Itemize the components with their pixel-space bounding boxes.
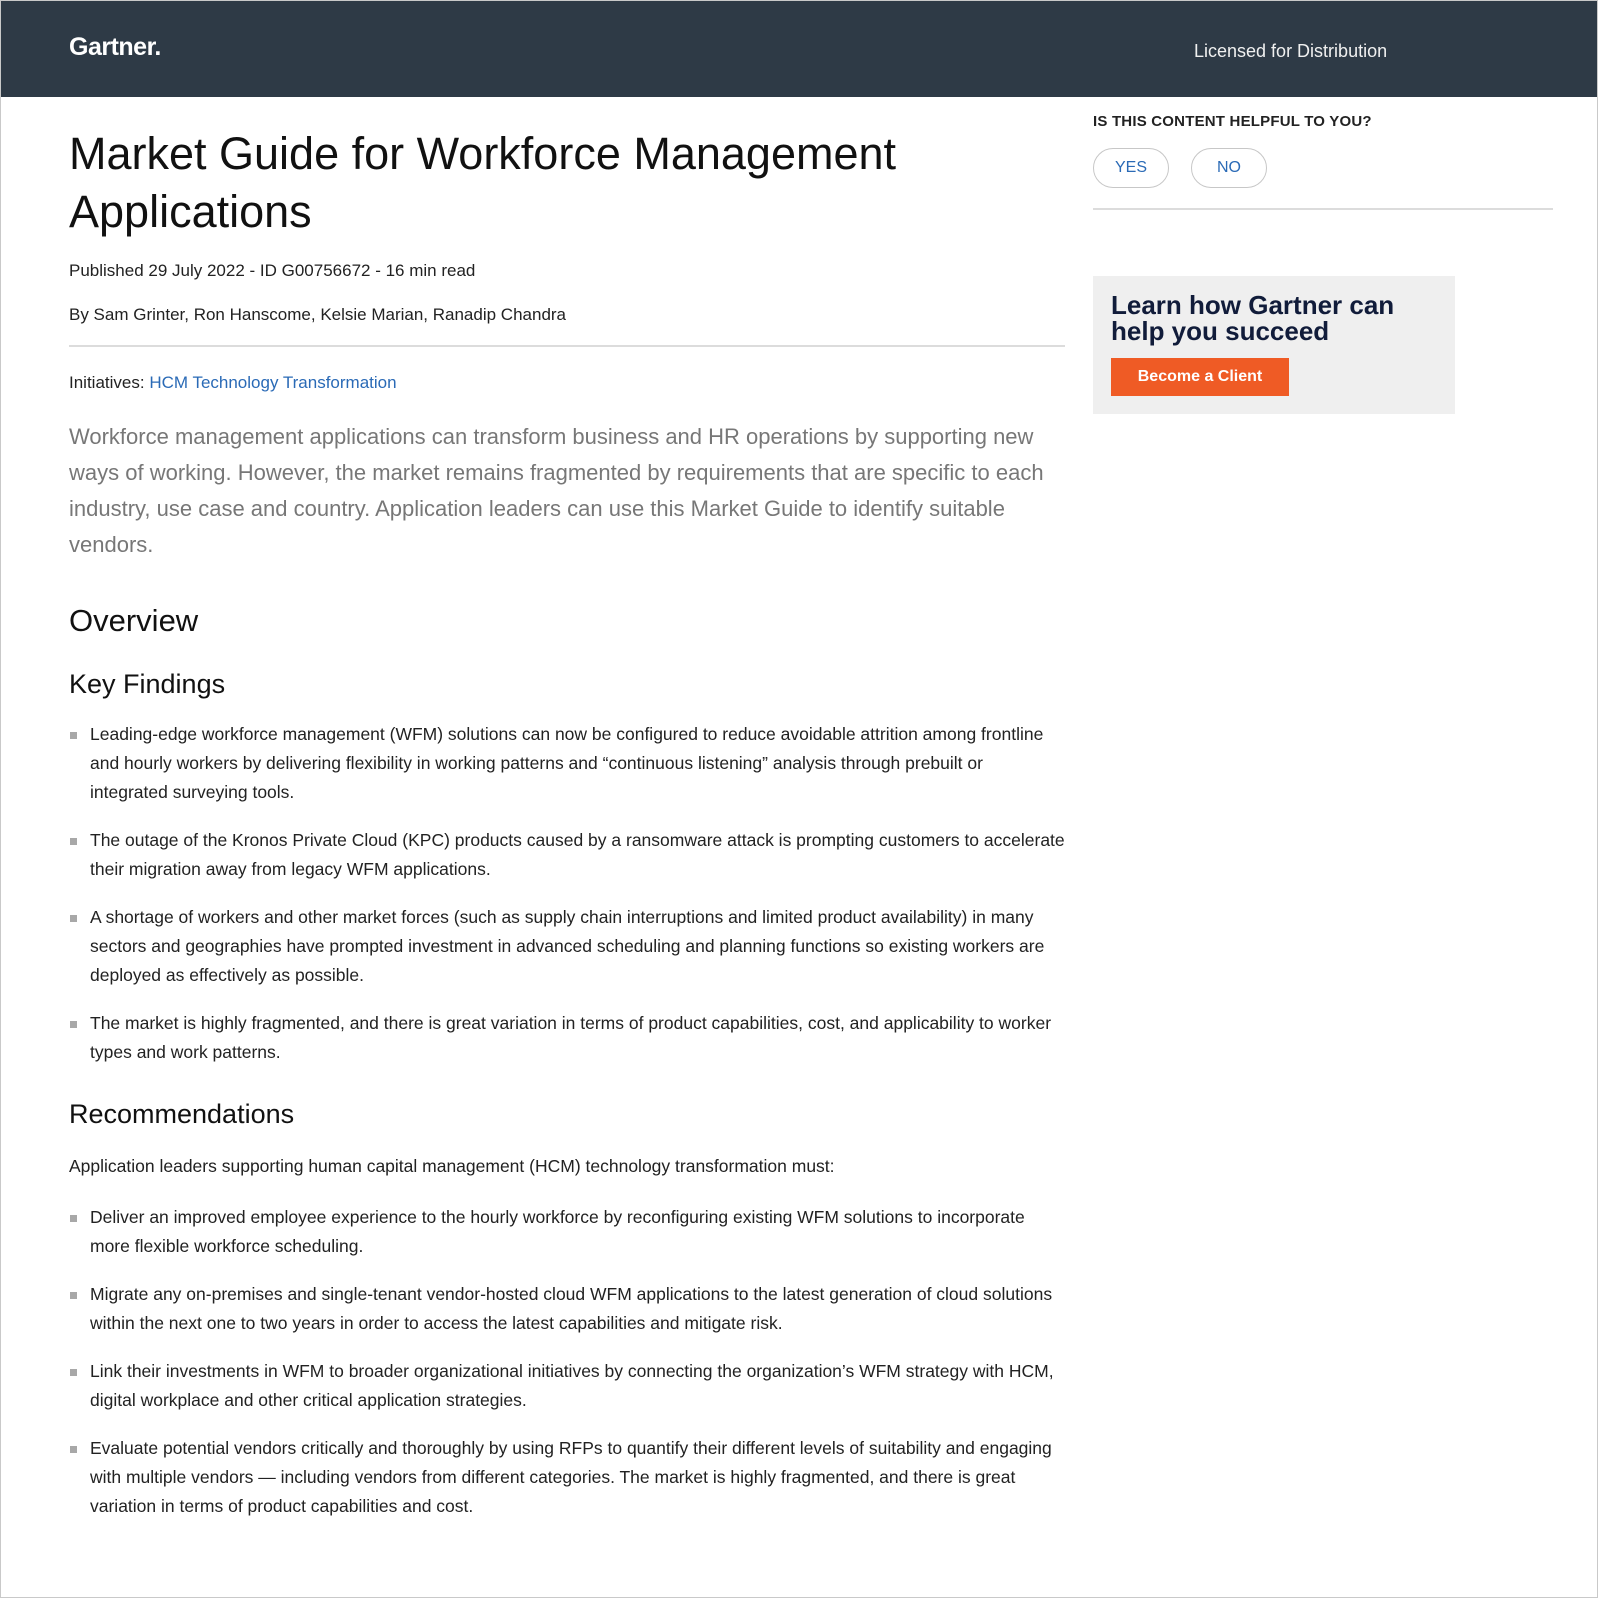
list-item — [69, 1434, 1065, 1521]
list-item — [69, 903, 1065, 990]
list-item-text: A shortage of workers and other market forces (such as supply chain interruptions and limited product availability) in many sectors and geographies have prompted investment in advanced scheduling and planning functions so existing workers are deployed as effectively as possible. — [90, 907, 1045, 985]
bullet-icon — [70, 732, 77, 739]
list-item — [69, 1280, 1065, 1338]
article-main — [69, 97, 1065, 1540]
divider — [69, 345, 1065, 347]
bullet-icon — [70, 915, 77, 922]
recommendations-intro: Application leaders supporting human capital management (HCM) technology transformation must: — [69, 1156, 835, 1176]
list-item-text: Evaluate potential vendors critically and thoroughly by using RFPs to quantify their different levels of suitability and engaging with multiple vendors — including vendors from different categories. The market is highly fragmented, and there is great variation in terms of product capabilities and cost. — [90, 1438, 1052, 1516]
publication-meta: Published 29 July 2022 - ID G00756672 - 16 min read — [69, 261, 476, 280]
article-summary: Workforce management applications can transform business and HR operations by supporting new ways of working. However, the market remains fragmented by requirements that are specific to each industry, use case and country. Application leaders can use this Market Guide to identify suitable vendors. — [69, 424, 1044, 557]
initiatives — [69, 373, 1065, 393]
list-item — [69, 1009, 1065, 1067]
no-button[interactable]: NO — [1191, 148, 1267, 188]
list-item-text: The market is highly fragmented, and there is great variation in terms of product capabilities, cost, and applicability to worker types and work patterns. — [90, 1013, 1052, 1062]
overview-heading: Overview — [69, 603, 199, 638]
helpful-question: IS THIS CONTENT HELPFUL TO YOU? — [1093, 113, 1372, 130]
sidebar-divider — [1093, 208, 1553, 210]
licensed-for-distribution: Licensed for Distribution — [1194, 41, 1388, 61]
bullet-icon — [70, 1446, 77, 1453]
promo-headline: Learn how Gartner can help you succeed — [1111, 290, 1395, 346]
bullet-icon — [70, 1369, 77, 1376]
bullet-icon — [70, 1021, 77, 1028]
list-item-text: Deliver an improved employee experience to the hourly workforce by reconfiguring existing WFM solutions to incorporate more flexible workforce scheduling. — [90, 1207, 1025, 1256]
page-title: Market Guide for Workforce Management Applications — [69, 128, 897, 237]
helpful-buttons — [1093, 148, 1553, 188]
list-item-text: Link their investments in WFM to broader organizational initiatives by connecting the organization’s WFM strategy with HCM, digital workplace and other critical application strategies. — [90, 1361, 1054, 1410]
become-client-button[interactable]: Become a Client — [1111, 358, 1289, 396]
initiatives-link[interactable]: HCM Technology Transformation — [149, 373, 397, 392]
sidebar — [1093, 97, 1553, 414]
list-item — [69, 1203, 1065, 1261]
top-bar — [1, 1, 1597, 97]
list-item-text: Migrate any on-premises and single-tenant vendor-hosted cloud WFM applications to the latest generation of cloud solutions within the next one to two years in order to access the latest capabilities and mitigate risk. — [90, 1284, 1053, 1333]
list-item-text: Leading-edge workforce management (WFM) solutions can now be configured to reduce avoidable attrition among frontline and hourly workers by delivering flexibility in working patterns and “continuous listening” analysis through prebuilt or integrated surveying tools. — [90, 724, 1044, 802]
authors: By Sam Grinter, Ron Hanscome, Kelsie Marian, Ranadip Chandra — [69, 305, 567, 324]
list-item — [69, 1357, 1065, 1415]
list-item-text: The outage of the Kronos Private Cloud (KPC) products caused by a ransomware attack is prompting customers to accelerate their migration away from legacy WFM applications. — [90, 830, 1065, 879]
recommendations-heading: Recommendations — [69, 1099, 295, 1129]
bullet-icon — [70, 838, 77, 845]
gartner-logo[interactable]: Gartner. — [69, 33, 161, 61]
initiatives-label: Initiatives: — [69, 373, 150, 392]
promo-box — [1093, 276, 1455, 414]
key-findings-heading: Key Findings — [69, 669, 226, 699]
list-item — [69, 826, 1065, 884]
yes-button[interactable]: YES — [1093, 148, 1169, 188]
bullet-icon — [70, 1292, 77, 1299]
key-findings-list — [69, 720, 1065, 1067]
bullet-icon — [70, 1215, 77, 1222]
recommendations-list — [69, 1203, 1065, 1521]
list-item — [69, 720, 1065, 807]
